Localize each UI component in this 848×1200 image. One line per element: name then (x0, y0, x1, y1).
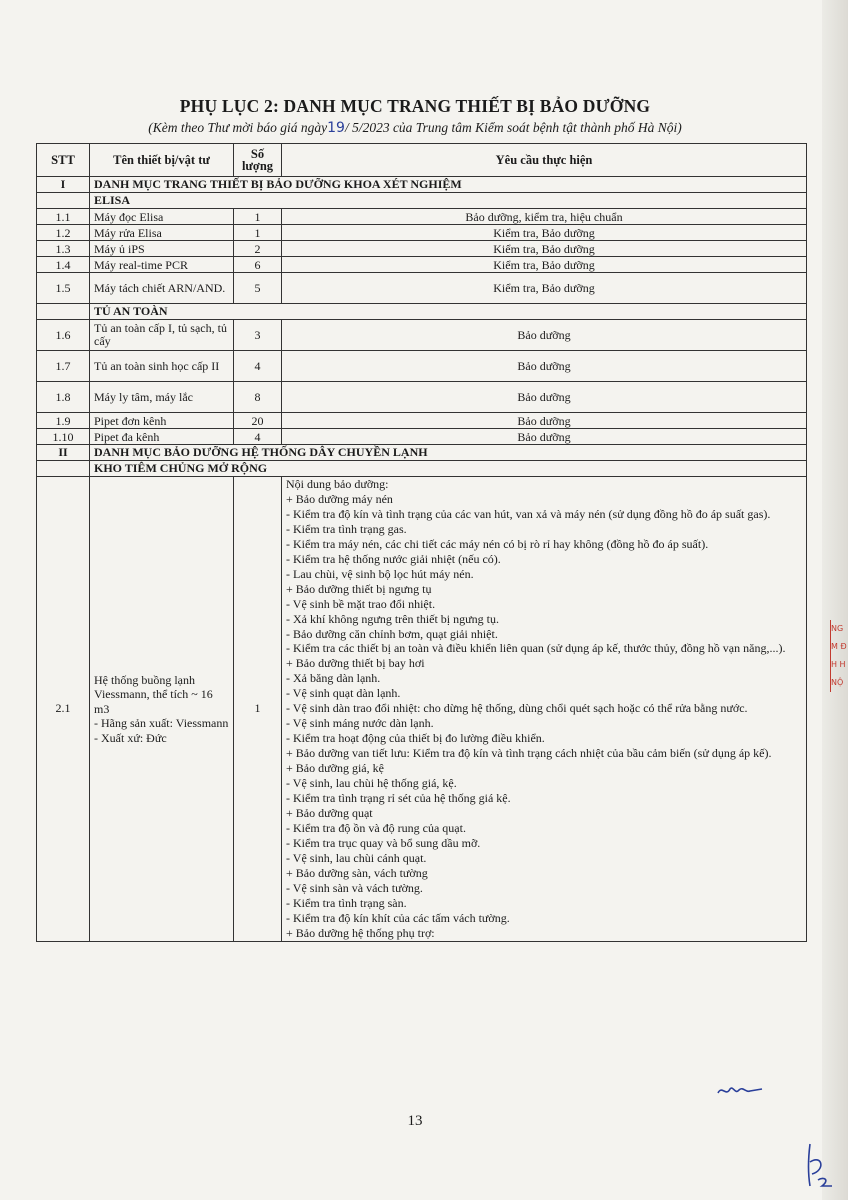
cell-stt: 1.6 (37, 320, 90, 351)
detail-line: - Kiểm tra hoạt động của thiết bị đo lường điều khiển. (286, 731, 545, 746)
detail-line: - Vệ sinh, lau chùi hệ thống giá, kệ. (286, 776, 457, 791)
detail-line: + Bảo dưỡng sàn, vách tường (286, 865, 428, 880)
page-subtitle (0, 120, 830, 136)
cell-requirement: Kiểm tra, Bảo dưỡng (282, 257, 807, 273)
detail-line: - Lau chùi, vệ sinh bộ lọc hút máy nén. (286, 566, 474, 581)
cell-stt: 1.8 (37, 382, 90, 413)
subsection-row (37, 461, 807, 477)
detail-line: - Vệ sinh quạt dàn lạnh. (286, 686, 401, 701)
cell-stt: 2.1 (37, 477, 90, 942)
detail-line: + Bảo dưỡng hệ thống phụ trợ: (286, 925, 435, 940)
cell-requirement: Bảo dưỡng (282, 351, 807, 382)
table-row (37, 382, 807, 413)
name-line: - Hãng sản xuất: Viessmann (94, 716, 229, 731)
red-stamp-fragment: NG M Đ H H NỘ (830, 620, 848, 692)
table-header-row (37, 144, 807, 177)
cell-qty: 4 (234, 429, 282, 445)
cell-requirement: Kiểm tra, Bảo dưỡng (282, 241, 807, 257)
cell-name: Máy rửa Elisa (90, 225, 234, 241)
subsection-title: KHO TIÊM CHỦNG MỞ RỘNG (90, 461, 807, 477)
detail-line: + Bảo dưỡng giá, kệ (286, 761, 384, 776)
cell-name (90, 477, 234, 942)
cell-requirement: Bảo dưỡng (282, 429, 807, 445)
cell-name: Máy ly tâm, máy lắc (90, 382, 234, 413)
detail-line: - Bảo dưỡng căn chỉnh bơm, quạt giải nhiệt. (286, 626, 498, 641)
handwritten-initials (716, 1081, 766, 1099)
detail-line: - Vệ sinh máng nước dàn lạnh. (286, 716, 434, 731)
table-row (37, 209, 807, 225)
section-row (37, 177, 807, 193)
cell-stt: 1.3 (37, 241, 90, 257)
cell-stt: 1.1 (37, 209, 90, 225)
cell-name: Tủ an toàn sinh học cấp II (90, 351, 234, 382)
equipment-table (36, 143, 807, 942)
subsection-row (37, 304, 807, 320)
section-number: II (37, 445, 90, 461)
subsection-title: TỦ AN TOÀN (90, 304, 807, 320)
cell-name: Pipet đơn kênh (90, 413, 234, 429)
cell-stt: 1.9 (37, 413, 90, 429)
section-number: I (37, 177, 90, 193)
cell-qty: 1 (234, 477, 282, 942)
empty-cell (37, 304, 90, 320)
cell-stt: 1.4 (37, 257, 90, 273)
cell-qty: 20 (234, 413, 282, 429)
detail-line: - Xả khí không ngưng trên thiết bị ngưng tụ. (286, 611, 499, 626)
table-row (37, 429, 807, 445)
detail-line: - Vệ sinh, lau chùi cánh quạt. (286, 850, 427, 865)
detail-line: - Kiểm tra tình trạng rỉ sét của hệ thống giá kệ. (286, 791, 511, 806)
detail-line: - Xả băng dàn lạnh. (286, 671, 381, 686)
header-qty: Số lượng (234, 144, 282, 177)
table-row (37, 351, 807, 382)
cell-requirement: Bảo dưỡng (282, 320, 807, 351)
detail-line: + Bảo dưỡng quạt (286, 805, 373, 820)
header-name: Tên thiết bị/vật tư (90, 144, 234, 177)
subsection-title: ELISA (90, 193, 807, 209)
cell-qty: 5 (234, 273, 282, 304)
cell-qty: 1 (234, 209, 282, 225)
page-edge (822, 0, 848, 1200)
detail-line: - Kiểm tra độ kín và tình trạng của các van hút, van xả và máy nén (sử dụng đồng hồ đo áp suất gas). (286, 506, 771, 521)
cell-qty: 3 (234, 320, 282, 351)
table-row (37, 241, 807, 257)
header-requirement: Yêu cầu thực hiện (282, 144, 807, 177)
page-number: 13 (407, 1113, 423, 1129)
header-stt: STT (37, 144, 90, 177)
cell-stt: 1.5 (37, 273, 90, 304)
name-line: Hệ thống buồng lạnh Viessmann, thể tích ~ 16 m3 (94, 672, 213, 716)
table-row (37, 273, 807, 304)
detail-line: - Kiểm tra tình trạng sàn. (286, 895, 407, 910)
name-line: - Xuất xứ: Đức (94, 730, 167, 745)
cell-qty: 2 (234, 241, 282, 257)
detail-line: - Kiểm tra các thiết bị an toàn và điều khiển liên quan (sử dụng áp kế, thước thủy, đồng hồ vạn năng,...). (286, 641, 786, 656)
detail-line: - Vệ sinh sàn và vách tường. (286, 880, 423, 895)
cell-requirement-details (282, 477, 807, 942)
cell-name: Máy tách chiết ARN/AND. (90, 273, 234, 304)
detail-line: + Bảo dưỡng máy nén (286, 491, 393, 506)
detail-line: - Vệ sinh dàn trao đổi nhiệt: cho dừng hệ thống, dùng chổi quét sạch hoặc có thể rửa bằng nước. (286, 701, 748, 716)
page-title: PHỤ LỤC 2: DANH MỤC TRANG THIẾT BỊ BẢO DƯỠNG (179, 96, 651, 116)
empty-cell (37, 193, 90, 209)
subtitle-suffix: / 5/2023 của Trung tâm Kiểm soát bệnh tật thành phố Hà Nội) (344, 120, 682, 135)
cell-name: Máy đọc Elisa (90, 209, 234, 225)
cell-requirement: Kiểm tra, Bảo dưỡng (282, 225, 807, 241)
section-title: DANH MỤC TRANG THIẾT BỊ BẢO DƯỠNG KHOA XÉT NGHIỆM (90, 177, 807, 193)
cell-qty: 6 (234, 257, 282, 273)
cell-requirement: Kiểm tra, Bảo dưỡng (282, 273, 807, 304)
table-row (37, 257, 807, 273)
table-row (37, 225, 807, 241)
cell-name: Tủ an toàn cấp I, tủ sạch, tủ cấy (90, 320, 234, 351)
detail-line: - Kiểm tra trục quay và bổ sung dầu mỡ. (286, 835, 481, 850)
handwritten-date: 19 (327, 120, 345, 136)
detail-line: + Bảo dưỡng thiết bị bay hơi (286, 656, 425, 671)
cell-requirement: Bảo dưỡng, kiểm tra, hiệu chuẩn (282, 209, 807, 225)
cell-name: Máy real-time PCR (90, 257, 234, 273)
subtitle-prefix: (Kèm theo Thư mời báo giá ngày (148, 120, 328, 135)
handwritten-mark (800, 1140, 836, 1190)
cell-qty: 4 (234, 351, 282, 382)
table-row (37, 320, 807, 351)
empty-cell (37, 461, 90, 477)
subsection-row (37, 193, 807, 209)
cell-name: Pipet đa kênh (90, 429, 234, 445)
table-row (37, 413, 807, 429)
cell-name: Máy ủ iPS (90, 241, 234, 257)
section-row (37, 445, 807, 461)
cell-qty: 1 (234, 225, 282, 241)
cell-qty: 8 (234, 382, 282, 413)
detail-line: - Vệ sinh bề mặt trao đổi nhiệt. (286, 596, 436, 611)
cell-stt: 1.2 (37, 225, 90, 241)
detail-line: - Kiểm tra máy nén, các chi tiết các máy nén có bị rò rỉ hay không (đồng hồ đo áp suất). (286, 536, 709, 551)
detail-line: - Kiểm tra độ ồn và độ rung của quạt. (286, 820, 466, 835)
detail-line: - Kiểm tra hệ thống nước giải nhiệt (nếu có). (286, 551, 501, 566)
detail-line: + Bảo dưỡng van tiết lưu: Kiểm tra độ kín và tình trạng cách nhiệt của bầu cảm biến (sử dụng áp kế). (286, 746, 772, 761)
detail-line: - Kiểm tra tình trạng gas. (286, 521, 407, 536)
cell-stt: 1.7 (37, 351, 90, 382)
section-title: DANH MỤC BẢO DƯỠNG HỆ THỐNG DÂY CHUYỀN LẠNH (90, 445, 807, 461)
table-row (37, 477, 807, 942)
cell-requirement: Bảo dưỡng (282, 413, 807, 429)
cell-stt: 1.10 (37, 429, 90, 445)
detail-line: Nội dung bảo dưỡng: (286, 477, 389, 491)
detail-line: + Bảo dưỡng thiết bị ngưng tụ (286, 581, 432, 596)
detail-line: - Kiểm tra độ kín khít của các tấm vách tường. (286, 910, 510, 925)
cell-requirement: Bảo dưỡng (282, 382, 807, 413)
